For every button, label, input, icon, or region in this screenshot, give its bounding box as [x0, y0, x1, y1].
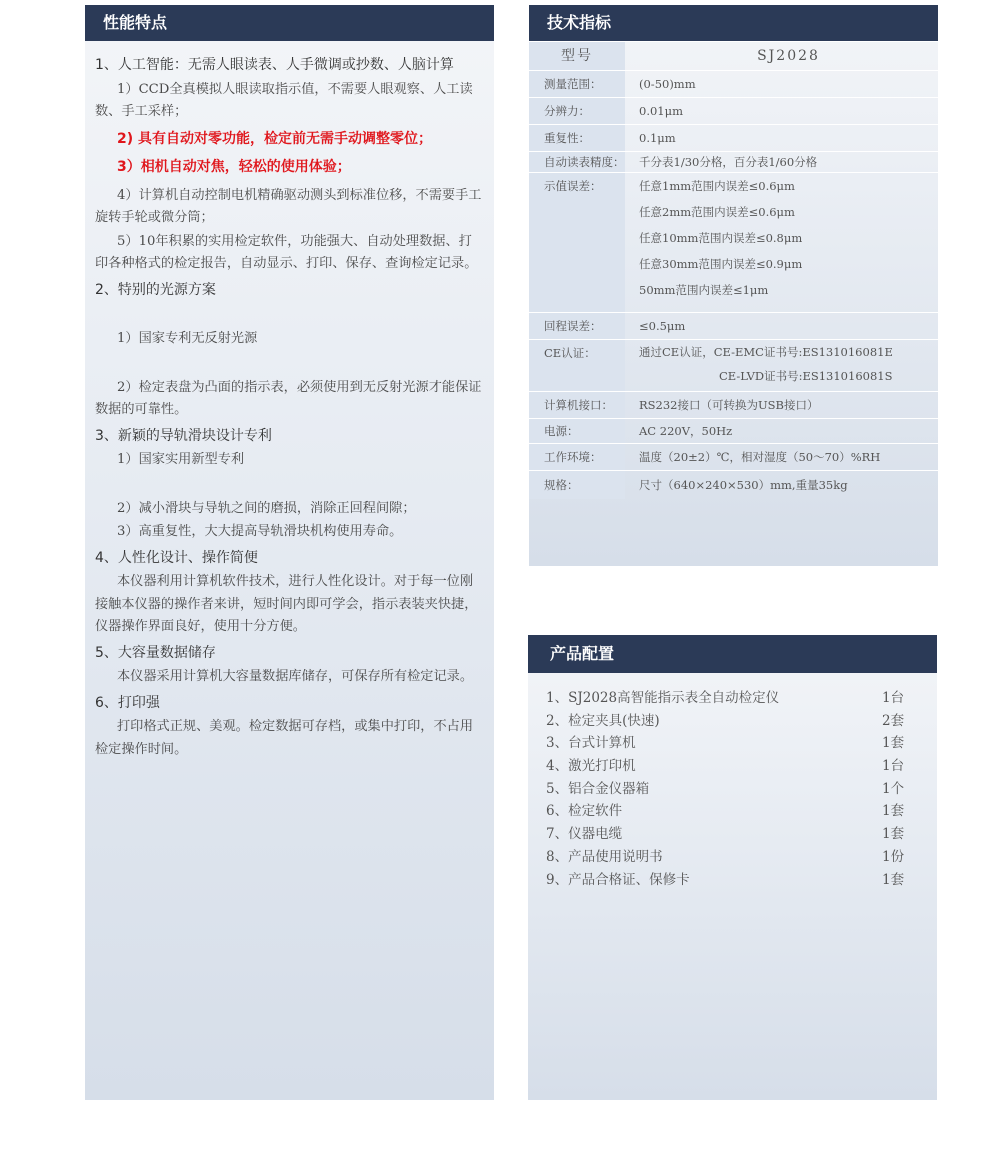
list-item: [546, 778, 937, 801]
feature-text: 3）高重复性，大大提高导轨滑块机构使用寿命。: [117, 524, 403, 539]
config-item-qty: 1套: [882, 826, 905, 843]
spec-label: 工作环境：: [529, 444, 625, 471]
spec-row-model: [529, 42, 938, 71]
feature-text: 2）检定表盘为凸面的指示表，必须使用到无反射光源才能保证数据的可靠性。: [95, 379, 482, 417]
section-light: 2、特别的光源方案: [95, 281, 216, 298]
list-item: [546, 755, 937, 778]
spec-value: 任意1mm范围内误差≤0.6μm: [639, 179, 795, 193]
config-item-qty: 2套: [882, 712, 905, 729]
spec-row: [529, 444, 938, 471]
list-item: [546, 800, 937, 823]
config-item-qty: 1套: [882, 871, 905, 888]
config-item-qty: 1个: [882, 780, 905, 797]
config-panel: [528, 635, 937, 1100]
config-title: 产品配置: [528, 635, 937, 673]
list-item: [546, 732, 937, 755]
spec-row: [529, 392, 938, 419]
spec-row: [529, 98, 938, 125]
features-title: 性能特点: [85, 5, 494, 41]
features-body: [85, 41, 494, 761]
section-storage: 5、大容量数据储存: [95, 644, 216, 661]
spec-label: 型号: [529, 42, 625, 71]
spec-value: AC 220V，50Hz: [639, 424, 733, 438]
spec-label: 回程误差：: [529, 313, 625, 340]
specs-panel: [529, 5, 938, 566]
feature-text: 4）计算机自动控制电机精确驱动测头到标准位移，不需要手工旋转手轮或微分筒；: [95, 187, 482, 225]
feature-text: 打印格式正规、美观。检定数据可存档，或集中打印，不占用检定操作时间。: [95, 719, 474, 757]
spec-row: [529, 471, 938, 500]
config-item-name: 4、激光打印机: [546, 758, 636, 775]
spec-value: (0-50)mm: [639, 77, 696, 91]
feature-highlight: 2) 具有自动对零功能，检定前无需手动调整零位；: [117, 130, 433, 147]
spec-value: 50mm范围内误差≤1μm: [639, 283, 769, 297]
spec-value: 任意30mm范围内误差≤0.9μm: [639, 257, 803, 271]
specs-title: 技术指标: [529, 5, 938, 41]
feature-text: 5）10年积累的实用检定软件，功能强大、自动处理数据、打印各种格式的检定报告，自动显示、打印、保存、查询检定记录。: [95, 233, 478, 271]
spec-value: SJ2028: [625, 42, 938, 71]
config-item-qty: 1台: [882, 690, 905, 706]
config-item-qty: 1套: [882, 803, 905, 820]
spec-row: [529, 125, 938, 152]
spec-value: RS232接口（可转换为USB接口）: [639, 398, 819, 412]
feature-text: 本仪器采用计算机大容量数据库储存，可保存所有检定记录。: [117, 669, 474, 684]
list-item: [546, 823, 937, 846]
spec-value: CE-LVD证书号:ES131016081S: [719, 369, 893, 383]
spec-value: 0.1μm: [639, 131, 676, 145]
spec-value: 0.01μm: [639, 104, 683, 118]
spec-value: 任意10mm范围内误差≤0.8μm: [639, 231, 803, 245]
section-rail: 3、新颖的导轨滑块设计专利: [95, 427, 272, 444]
spec-row: [529, 340, 938, 392]
spec-value: 尺寸（640×240×530）mm,重量35kg: [639, 478, 848, 492]
feature-text: 1）国家专利无反射光源: [117, 331, 258, 346]
list-item: [546, 846, 937, 869]
feature-text: 1）CCD全真模拟人眼读取指示值，不需要人眼观察、人工读数、手工采样；: [95, 81, 473, 119]
section-ai: 1、人工智能：无需人眼读表、人手微调或抄数、人脑计算: [95, 57, 454, 73]
config-list: [528, 673, 937, 891]
config-item-name: 7、仪器电缆: [546, 826, 623, 843]
spec-label: 规格：: [529, 471, 625, 500]
config-item-qty: 1份: [882, 848, 905, 865]
spec-label: 重复性：: [529, 125, 625, 152]
feature-text: 2）减小滑块与导轨之间的磨损，消除正回程间隙；: [117, 500, 416, 516]
spec-label: 测量范围：: [529, 71, 625, 98]
spec-value: 通过CE认证，CE-EMC证书号:ES131016081E: [639, 345, 893, 359]
section-design: 4、人性化设计、操作简便: [95, 549, 258, 566]
spec-label: 示值误差：: [529, 173, 625, 313]
specs-table: [529, 41, 938, 499]
spec-label: 电源：: [529, 419, 625, 444]
config-item-name: 6、检定软件: [546, 803, 623, 820]
spec-row: [529, 71, 938, 98]
spec-row: [529, 419, 938, 444]
config-item-qty: 1套: [882, 735, 905, 752]
config-item-name: 3、台式计算机: [546, 735, 636, 752]
config-item-name: 1、SJ2028高智能指示表全自动检定仪: [546, 690, 780, 706]
config-item-name: 2、检定夹具(快速): [546, 712, 660, 729]
list-item: [546, 710, 937, 733]
spec-value: ≤0.5μm: [639, 319, 686, 333]
spec-label: 分辨力：: [529, 98, 625, 125]
feature-text: 本仪器利用计算机软件技术，进行人性化设计。对于每一位刚接触本仪器的操作者来讲，短时间内即可学会，指示表装夹快捷，仪器操作界面良好，使用十分方便。: [95, 574, 478, 634]
spec-row: [529, 313, 938, 340]
config-item-qty: 1台: [882, 758, 905, 775]
feature-highlight: 3）相机自动对焦，轻松的使用体验；: [117, 159, 351, 175]
spec-value: 千分表1/30分格，百分表1/60分格: [639, 155, 818, 169]
list-item: [546, 687, 937, 710]
spec-label: 自动读表精度：: [529, 152, 625, 173]
config-item-name: 9、产品合格证、保修卡: [546, 871, 690, 888]
config-item-name: 5、铝合金仪器箱: [546, 780, 650, 797]
config-item-name: 8、产品使用说明书: [546, 848, 663, 865]
list-item: [546, 869, 937, 892]
spec-row: [529, 152, 938, 173]
spec-value: 温度（20±2）℃，相对湿度（50～70）%RH: [639, 450, 881, 464]
spec-value: 任意2mm范围内误差≤0.6μm: [639, 205, 795, 219]
feature-text: 1）国家实用新型专利: [117, 452, 245, 467]
section-print: 6、打印强: [95, 694, 160, 711]
features-panel: [85, 5, 494, 1100]
spec-row: [529, 173, 938, 313]
spec-label: CE认证：: [529, 340, 625, 392]
spec-label: 计算机接口：: [529, 392, 625, 419]
